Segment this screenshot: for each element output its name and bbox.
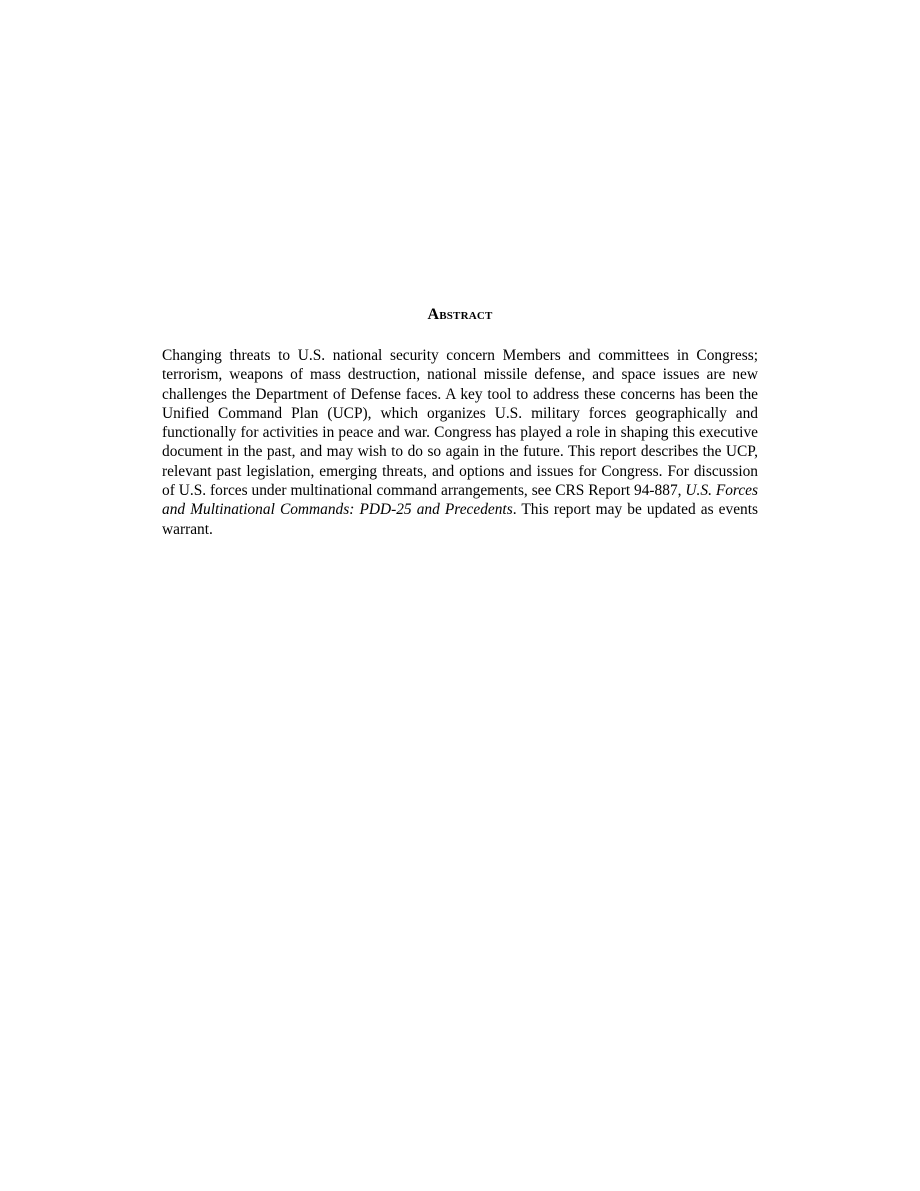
abstract-text-after-title: . This report may be updated as events warrant. [162,501,758,538]
report-title: U.S. Forces and Multinational Commands: PDD-25 and Precedents [162,482,758,519]
abstract-paragraph [162,346,758,539]
abstract-text-before-title: Changing threats to U.S. national security concern Members and committees in Congress; terrorism, weapons of mass destruction, national missile defense, and space issues are new challenges the Department of Defense faces. A key tool to address these concerns has been the Unified Command Plan (UCP), which organizes U.S. military forces geographically and functionally for activities in peace and war. Congress has played a role in shaping this executive document in the past, and may wish to do so again in the future. This report describes the UCP, relevant past legislation, emerging threats, and options and issues for Congress. For discussion of U.S. forces under multinational command arrangements, see CRS Report 94-887, [162,347,758,500]
abstract-heading: Abstract [427,306,493,323]
abstract-section [162,304,758,539]
